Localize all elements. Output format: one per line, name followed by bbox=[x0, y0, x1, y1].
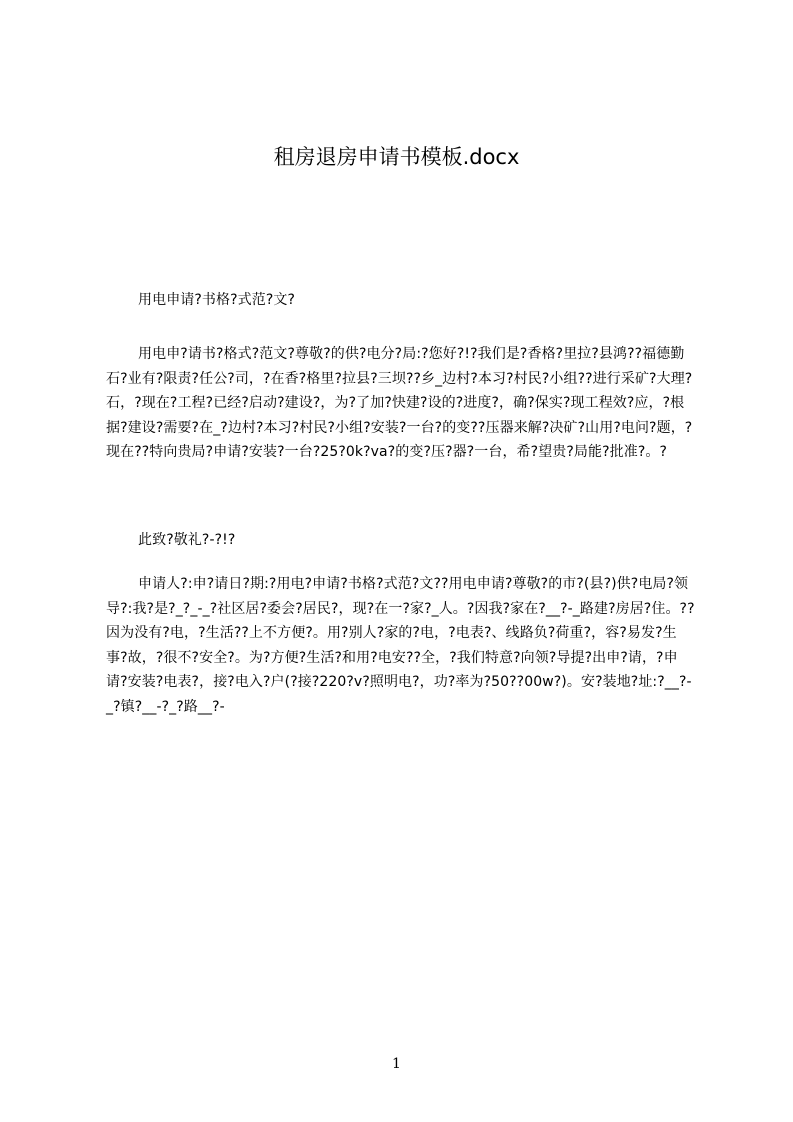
paragraph-body-1: 用电申?请书?格式?范文?尊敬?的供?电分?局:?您好?!?我们是?香格?里拉?县鸿??福德勤石?业有?限责?任公?司，?在香?格里?拉县?三坝??乡_边村?本习?村民?小组??进行采矿?大理?石，?现在?工程?已经?启动?建设?，为?了加?快建?设的?进度?，确?保实?现工程效?应，?根据?建设?需要?在_?边村?本习?村民?小组?安装?一台?的变??压器来解?决矿?山用?电问?题，?现在??特向贵局?申请?安装?一台?25?0k?va?的变?压?器?一台，希?望贵?局能?批准?。? bbox=[106, 346, 693, 460]
paragraph-heading: 用电申请?书格?式范?文? bbox=[138, 292, 296, 308]
page-number: 1 bbox=[392, 1056, 401, 1072]
document-title: 租房退房申请书模板.docx bbox=[273, 145, 520, 169]
paragraph-salutation: 此致?敬礼?-?!? bbox=[138, 532, 236, 548]
paragraph-body-2: 申请人?:申?请日?期:?用电?申请?书格?式范?文??用电申请?尊敬?的市?(县?)供?电局?领导?:我?是?_?_-_?社区居?委会?居民?，现?在一?家?_人。?因我?家在?__?-_路建?房居?住。??因为没有?电，?生活??上不方便?。用?别人?家的?电，?电表?、线路负?荷重?，容?易发?生事?故，?很不?安全?。为?方便?生活?和用?电安??全，?我们特意?向领?导提?出申?请，?申请?安装?电表?，接?电入?户(?接?220?v?照明电?，功?率为?50??00w?)。安?装地?址:?__?-_?镇?__-?_?路__?- bbox=[106, 576, 695, 715]
